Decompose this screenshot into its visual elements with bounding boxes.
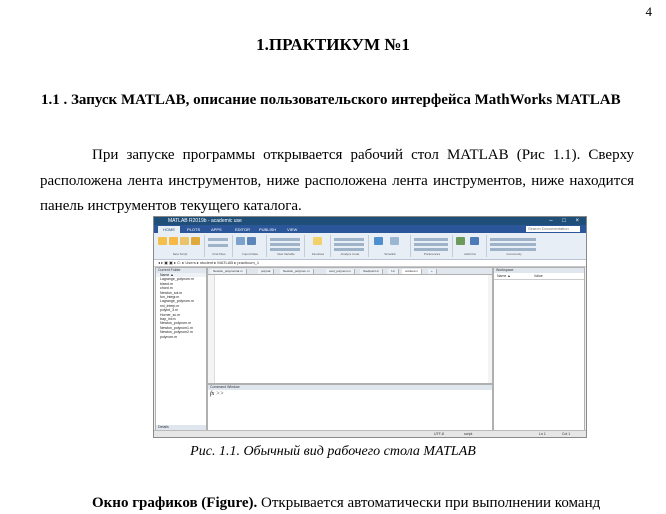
open-variable-icon[interactable] bbox=[270, 243, 300, 246]
current-folder-panel bbox=[155, 267, 207, 431]
learn-matlab-icon[interactable] bbox=[490, 248, 536, 251]
figure-window-term: Окно графиков (Figure). bbox=[92, 495, 258, 511]
workspace-title: Workspace bbox=[494, 268, 584, 273]
ribbon-label-simulink: Simulink bbox=[384, 252, 396, 256]
status-line: Ln 1 bbox=[539, 432, 546, 436]
ribbon-group-code bbox=[332, 235, 369, 257]
command-window-title: Command Window bbox=[208, 385, 492, 390]
ribbon-label-add-ons: Add-Ons bbox=[464, 252, 476, 256]
workspace-panel bbox=[493, 267, 585, 431]
window-controls[interactable]: – □ × bbox=[549, 218, 583, 224]
file-list-item[interactable]: Newton_polynom1.m bbox=[160, 325, 193, 330]
matlab-titlebar bbox=[154, 217, 586, 225]
find-files-icon[interactable] bbox=[208, 238, 228, 241]
status-file-type: script bbox=[464, 432, 473, 436]
new-script-icon[interactable] bbox=[158, 237, 167, 245]
save-workspace-icon[interactable] bbox=[247, 237, 256, 245]
ribbon-group-addons bbox=[454, 235, 487, 257]
command-prompt[interactable]: fx >> bbox=[210, 391, 224, 397]
editor-scrollbar[interactable] bbox=[488, 275, 492, 383]
file-list-item[interactable]: Newton_polynom.m bbox=[160, 321, 191, 326]
analyze-code-icon[interactable] bbox=[334, 238, 364, 241]
clear-workspace-icon[interactable] bbox=[270, 248, 300, 251]
editor-tab-active[interactable]: untitled.m bbox=[402, 269, 422, 274]
matlab-desktop-screenshot bbox=[153, 216, 587, 438]
tab-apps[interactable]: APPS bbox=[211, 227, 222, 232]
figure-caption: Рис. 1.1. Обычный вид рабочего стола MATLAB bbox=[190, 444, 476, 459]
editor-tab[interactable]: fixedpoint.m bbox=[360, 269, 383, 274]
file-list-item[interactable]: fun_integr.m bbox=[160, 295, 180, 300]
file-list bbox=[156, 277, 206, 339]
ribbon-label-find-files: Find Files bbox=[212, 252, 226, 256]
file-list-item[interactable]: Lagrange_polynom.m bbox=[160, 277, 194, 282]
add-ons-icon[interactable] bbox=[456, 237, 465, 245]
file-list-item[interactable]: polynom.m bbox=[160, 334, 178, 339]
ribbon-group-environment bbox=[412, 235, 453, 257]
ribbon-group-favorites bbox=[306, 235, 331, 257]
favorites-icon[interactable] bbox=[313, 237, 322, 245]
editor-tab[interactable]: coef_polynom.m bbox=[326, 269, 355, 274]
current-folder-title: Current Folder bbox=[156, 268, 206, 273]
matlab-window-title: MATLAB R2019b - academic use bbox=[168, 218, 242, 224]
matlab-status-bar bbox=[154, 430, 586, 437]
ribbon-group-files bbox=[206, 235, 233, 257]
file-list-item[interactable]: Newton_sol.m bbox=[160, 290, 183, 295]
editor-gutter bbox=[208, 275, 215, 383]
workspace-header-divider bbox=[494, 279, 584, 280]
ribbon-group-simulink bbox=[370, 235, 411, 257]
ribbon-group-file bbox=[156, 235, 205, 257]
file-list-item[interactable]: trap_int.m bbox=[160, 317, 176, 322]
open-icon[interactable] bbox=[191, 237, 200, 245]
file-list-item[interactable]: polyint_3.m bbox=[160, 308, 178, 313]
toolstrip-ribbon bbox=[154, 233, 586, 260]
section-title: 1.1 . Запуск MATLAB, описание пользовательского интерфейса MathWorks MATLAB bbox=[41, 92, 621, 108]
ribbon-label-community: Community bbox=[506, 252, 522, 256]
import-data-icon[interactable] bbox=[236, 237, 245, 245]
status-column: Col 1 bbox=[562, 432, 571, 436]
editor-tab-strip bbox=[208, 268, 492, 275]
run-and-time-icon[interactable] bbox=[334, 243, 364, 246]
figure-window-paragraph bbox=[40, 492, 634, 514]
file-list-item[interactable]: chord.m bbox=[160, 286, 173, 291]
ribbon-label-import: Import Data bbox=[242, 252, 258, 256]
new-icon[interactable] bbox=[180, 237, 189, 245]
tab-view[interactable]: VIEW bbox=[287, 227, 298, 232]
editor-panel bbox=[207, 267, 493, 384]
folder-details-bar[interactable]: Details bbox=[156, 425, 206, 430]
intro-paragraph bbox=[40, 143, 634, 220]
preferences-icon[interactable] bbox=[414, 238, 448, 241]
page-number: 4 bbox=[645, 4, 652, 19]
search-documentation-input[interactable]: Search Documentation bbox=[526, 226, 580, 232]
command-window-panel bbox=[207, 384, 493, 431]
new-variable-icon[interactable] bbox=[270, 238, 300, 241]
editor-tab[interactable]: f.m bbox=[388, 269, 399, 274]
ribbon-label-preferences: Preferences bbox=[423, 252, 441, 256]
help-icon[interactable] bbox=[470, 237, 479, 245]
practicum-heading: 1.ПРАКТИКУМ №1 bbox=[256, 35, 410, 54]
compare-icon[interactable] bbox=[208, 244, 228, 247]
set-path-icon[interactable] bbox=[414, 243, 448, 246]
figure-window-text: Открывается автоматически при выполнении команд bbox=[257, 495, 601, 511]
workspace-col-value[interactable]: Value bbox=[534, 274, 543, 278]
file-list-item[interactable]: Lagrange_polynom.m bbox=[160, 299, 194, 304]
editor-tab[interactable]: polyval bbox=[258, 269, 274, 274]
file-list-item[interactable]: bisect.m bbox=[160, 281, 174, 286]
tab-publish[interactable]: PUBLISH bbox=[259, 227, 277, 232]
new-live-script-icon[interactable] bbox=[169, 237, 178, 245]
ribbon-group-resources bbox=[488, 235, 540, 257]
files-header[interactable]: Name ▲ bbox=[156, 273, 206, 277]
editor-tab[interactable]: Newton_polynomial.m bbox=[210, 269, 247, 274]
editor-tab[interactable]: Newton_polynom.m bbox=[280, 269, 314, 274]
layout-icon[interactable] bbox=[390, 237, 399, 245]
status-encoding: UTF-8 bbox=[434, 432, 444, 436]
file-list-item[interactable]: nni_interp.m bbox=[160, 303, 180, 308]
request-support-icon[interactable] bbox=[490, 243, 536, 246]
file-list-item[interactable]: Horner_sc.m bbox=[160, 312, 181, 317]
ribbon-group-workspace bbox=[268, 235, 305, 257]
simulink-icon[interactable] bbox=[374, 237, 383, 245]
tab-home[interactable]: HOME bbox=[158, 226, 180, 233]
workspace-col-name[interactable]: Name ▲ bbox=[497, 274, 511, 278]
toolstrip-tabs bbox=[154, 225, 586, 233]
ribbon-label-new-script: New Script bbox=[172, 252, 188, 256]
intro-paragraph-text: При запуске программы открывается рабочий стол MATLAB (Рис 1.1). Сверху расположена лента инструментов, ниже расположена лента инструментов, ниже находится панель инструментов текущего каталога. bbox=[40, 147, 634, 214]
current-folder-address-bar[interactable]: ◂ ▸ ▣ ▣ ▸ C: ▸ Users ▸ student ▸ MATLAB ▸ practicum_1 bbox=[154, 260, 586, 267]
file-list-item[interactable]: Newton_polynom2.m bbox=[160, 330, 193, 335]
community-icon[interactable] bbox=[490, 238, 536, 241]
tab-plots[interactable]: PLOTS bbox=[187, 227, 201, 232]
add-tab-button[interactable]: + bbox=[428, 269, 437, 274]
tab-editor[interactable]: EDITOR bbox=[235, 227, 251, 232]
ribbon-label-favorites: Favorites bbox=[311, 252, 325, 256]
ribbon-group-variable bbox=[234, 235, 267, 257]
ribbon-label-new-variable: New Variable bbox=[277, 252, 295, 256]
ribbon-label-analyze: Analyze Code bbox=[340, 252, 360, 256]
parallel-icon[interactable] bbox=[414, 248, 448, 251]
clear-commands-icon[interactable] bbox=[334, 248, 364, 251]
